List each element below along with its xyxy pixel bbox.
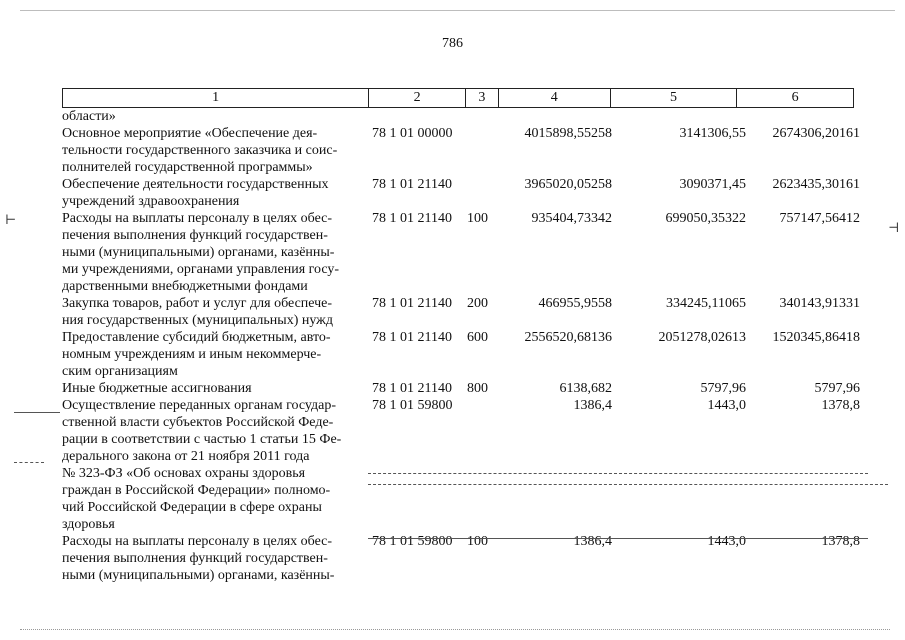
row-value-4: 1386,4	[573, 398, 612, 413]
row-description	[62, 210, 372, 295]
row-code: 78 1 01 21140	[372, 211, 452, 226]
description-line: № 323-ФЗ «Об основах охраны здоровья	[62, 466, 306, 481]
page-number: 786	[442, 36, 463, 51]
row-kind	[467, 397, 500, 533]
row-code: 78 1 01 00000	[372, 126, 453, 141]
description-line: Расходы на выплаты персоналу в целях обес-	[62, 534, 333, 549]
row-value-4	[500, 108, 616, 125]
description-line: учреждений здравоохранения	[62, 194, 240, 209]
description-line: Расходы на выплаты персоналу в целях обес-	[62, 211, 333, 226]
description-line: Обеспечение деятельности государственных	[62, 177, 329, 192]
header-col-6: 6	[791, 90, 799, 105]
row-value-6: 1378,8	[821, 534, 860, 549]
row-code: 78 1 01 59800	[372, 534, 453, 549]
scan-dash-line-1	[368, 473, 868, 474]
description-line: Осуществление переданных органам государ-	[62, 398, 337, 413]
row-description	[62, 176, 372, 210]
row-kind	[467, 176, 500, 210]
row-value-4: 3965020,05258	[524, 177, 612, 192]
row-kind: 600	[467, 330, 488, 345]
header-col-1: 1	[63, 89, 369, 107]
row-kind: 100	[467, 211, 488, 226]
row-value-6: 340143,91331	[779, 296, 860, 311]
header-col-5: 5	[611, 89, 738, 107]
description-line: ственной власти субъектов Российской Феде-	[62, 415, 334, 430]
description-line: тельности государственного заказчика и соис-	[62, 143, 338, 158]
row-value-4: 935404,73342	[531, 211, 612, 226]
row-description	[62, 397, 372, 533]
row-value-4: 6138,682	[559, 381, 612, 396]
description-line: Закупка товаров, работ и услуг для обеспече-	[62, 296, 333, 311]
row-value-5	[616, 108, 750, 125]
description-line: печения выполнения функций государствен-	[62, 551, 328, 566]
row-description	[62, 329, 372, 380]
description-line: Предоставление субсидий бюджетным, авто-	[62, 330, 331, 345]
description-line: ским организациям	[62, 364, 178, 379]
description-line: полнителей государственной программы»	[62, 160, 313, 175]
row-value-5: 2051278,02613	[658, 330, 746, 345]
table-row	[62, 533, 862, 584]
row-value-6: 5797,96	[814, 381, 860, 396]
row-value-4: 4015898,55258	[524, 126, 612, 141]
row-value-6: 757147,56412	[779, 211, 860, 226]
row-description	[62, 125, 372, 176]
row-code: 78 1 01 21140	[372, 381, 452, 396]
row-code: 78 1 01 59800	[372, 398, 453, 413]
description-line: ными (муниципальными) органами, казённы-	[62, 568, 335, 583]
description-line: граждан в Российской Федерации» полномо-	[62, 483, 331, 498]
header-col-2: 2	[369, 89, 466, 107]
row-description	[62, 533, 372, 584]
row-kind: 200	[467, 296, 488, 311]
description-line: Основное мероприятие «Обеспечение дея-	[62, 126, 318, 141]
left-margin-mark: ⊢	[5, 212, 17, 227]
description-line: ми учреждениями, органами управления госу-	[62, 262, 340, 277]
row-code: 78 1 01 21140	[372, 177, 452, 192]
description-line: рации в соответствии с частью 1 статьи 15 Фе-	[62, 432, 342, 447]
table-row	[62, 397, 862, 533]
description-line: печения выполнения функций государствен-	[62, 228, 328, 243]
table-header	[62, 88, 854, 108]
row-kind: 100	[467, 534, 488, 549]
description-line: области»	[62, 109, 116, 124]
description-line: здоровья	[62, 517, 115, 532]
scan-dash-line-2	[368, 484, 888, 485]
table-body	[62, 108, 862, 584]
right-margin-mark: ⊣	[888, 220, 900, 235]
left-scan-line	[14, 412, 60, 413]
description-line: Иные бюджетные ассигнования	[62, 381, 252, 396]
row-kind: 800	[467, 381, 488, 396]
table-row	[62, 295, 862, 329]
row-value-6: 1378,8	[821, 398, 860, 413]
table-row	[62, 380, 862, 397]
description-line: дарственными внебюджетными фондами	[62, 279, 308, 294]
description-line: ния государственных (муниципальных) нужд	[62, 313, 333, 328]
row-value-4: 2556520,68136	[524, 330, 612, 345]
row-kind	[467, 125, 500, 176]
table-row	[62, 125, 862, 176]
table-row	[62, 176, 862, 210]
row-description	[62, 108, 372, 125]
left-scan-dash	[14, 462, 44, 463]
row-value-6	[750, 108, 860, 125]
row-description	[62, 380, 372, 397]
top-border-line	[20, 10, 895, 11]
description-line: чий Российской Федерации в сфере охраны	[62, 500, 322, 515]
table-row	[62, 108, 862, 125]
header-col-3: 3	[466, 89, 499, 107]
row-code: 78 1 01 21140	[372, 296, 452, 311]
row-value-5: 1443,0	[707, 398, 746, 413]
table-row	[62, 329, 862, 380]
row-value-4: 466955,9558	[538, 296, 612, 311]
row-description	[62, 295, 372, 329]
row-value-6: 1520345,86418	[772, 330, 860, 345]
row-code	[372, 108, 467, 125]
header-col-4: 4	[499, 89, 611, 107]
row-kind	[467, 108, 500, 125]
row-value-6: 2674306,20161	[772, 126, 860, 141]
row-value-6: 2623435,30161	[772, 177, 860, 192]
row-value-4: 1386,4	[573, 534, 612, 549]
scan-solid-line	[368, 538, 868, 539]
row-value-5: 5797,96	[700, 381, 746, 396]
bottom-scan-noise	[20, 629, 890, 630]
description-line: ными (муниципальными) органами, казённы-	[62, 245, 335, 260]
row-value-5: 1443,0	[707, 534, 746, 549]
row-code: 78 1 01 21140	[372, 330, 452, 345]
table-row	[62, 210, 862, 295]
row-value-5: 699050,35322	[665, 211, 746, 226]
row-value-5: 3141306,55	[679, 126, 746, 141]
row-value-5: 334245,11065	[666, 296, 746, 311]
description-line: номным учреждениям и иным некоммерче-	[62, 347, 322, 362]
row-value-5: 3090371,45	[679, 177, 746, 192]
description-line: дерального закона от 21 ноября 2011 года	[62, 449, 310, 464]
